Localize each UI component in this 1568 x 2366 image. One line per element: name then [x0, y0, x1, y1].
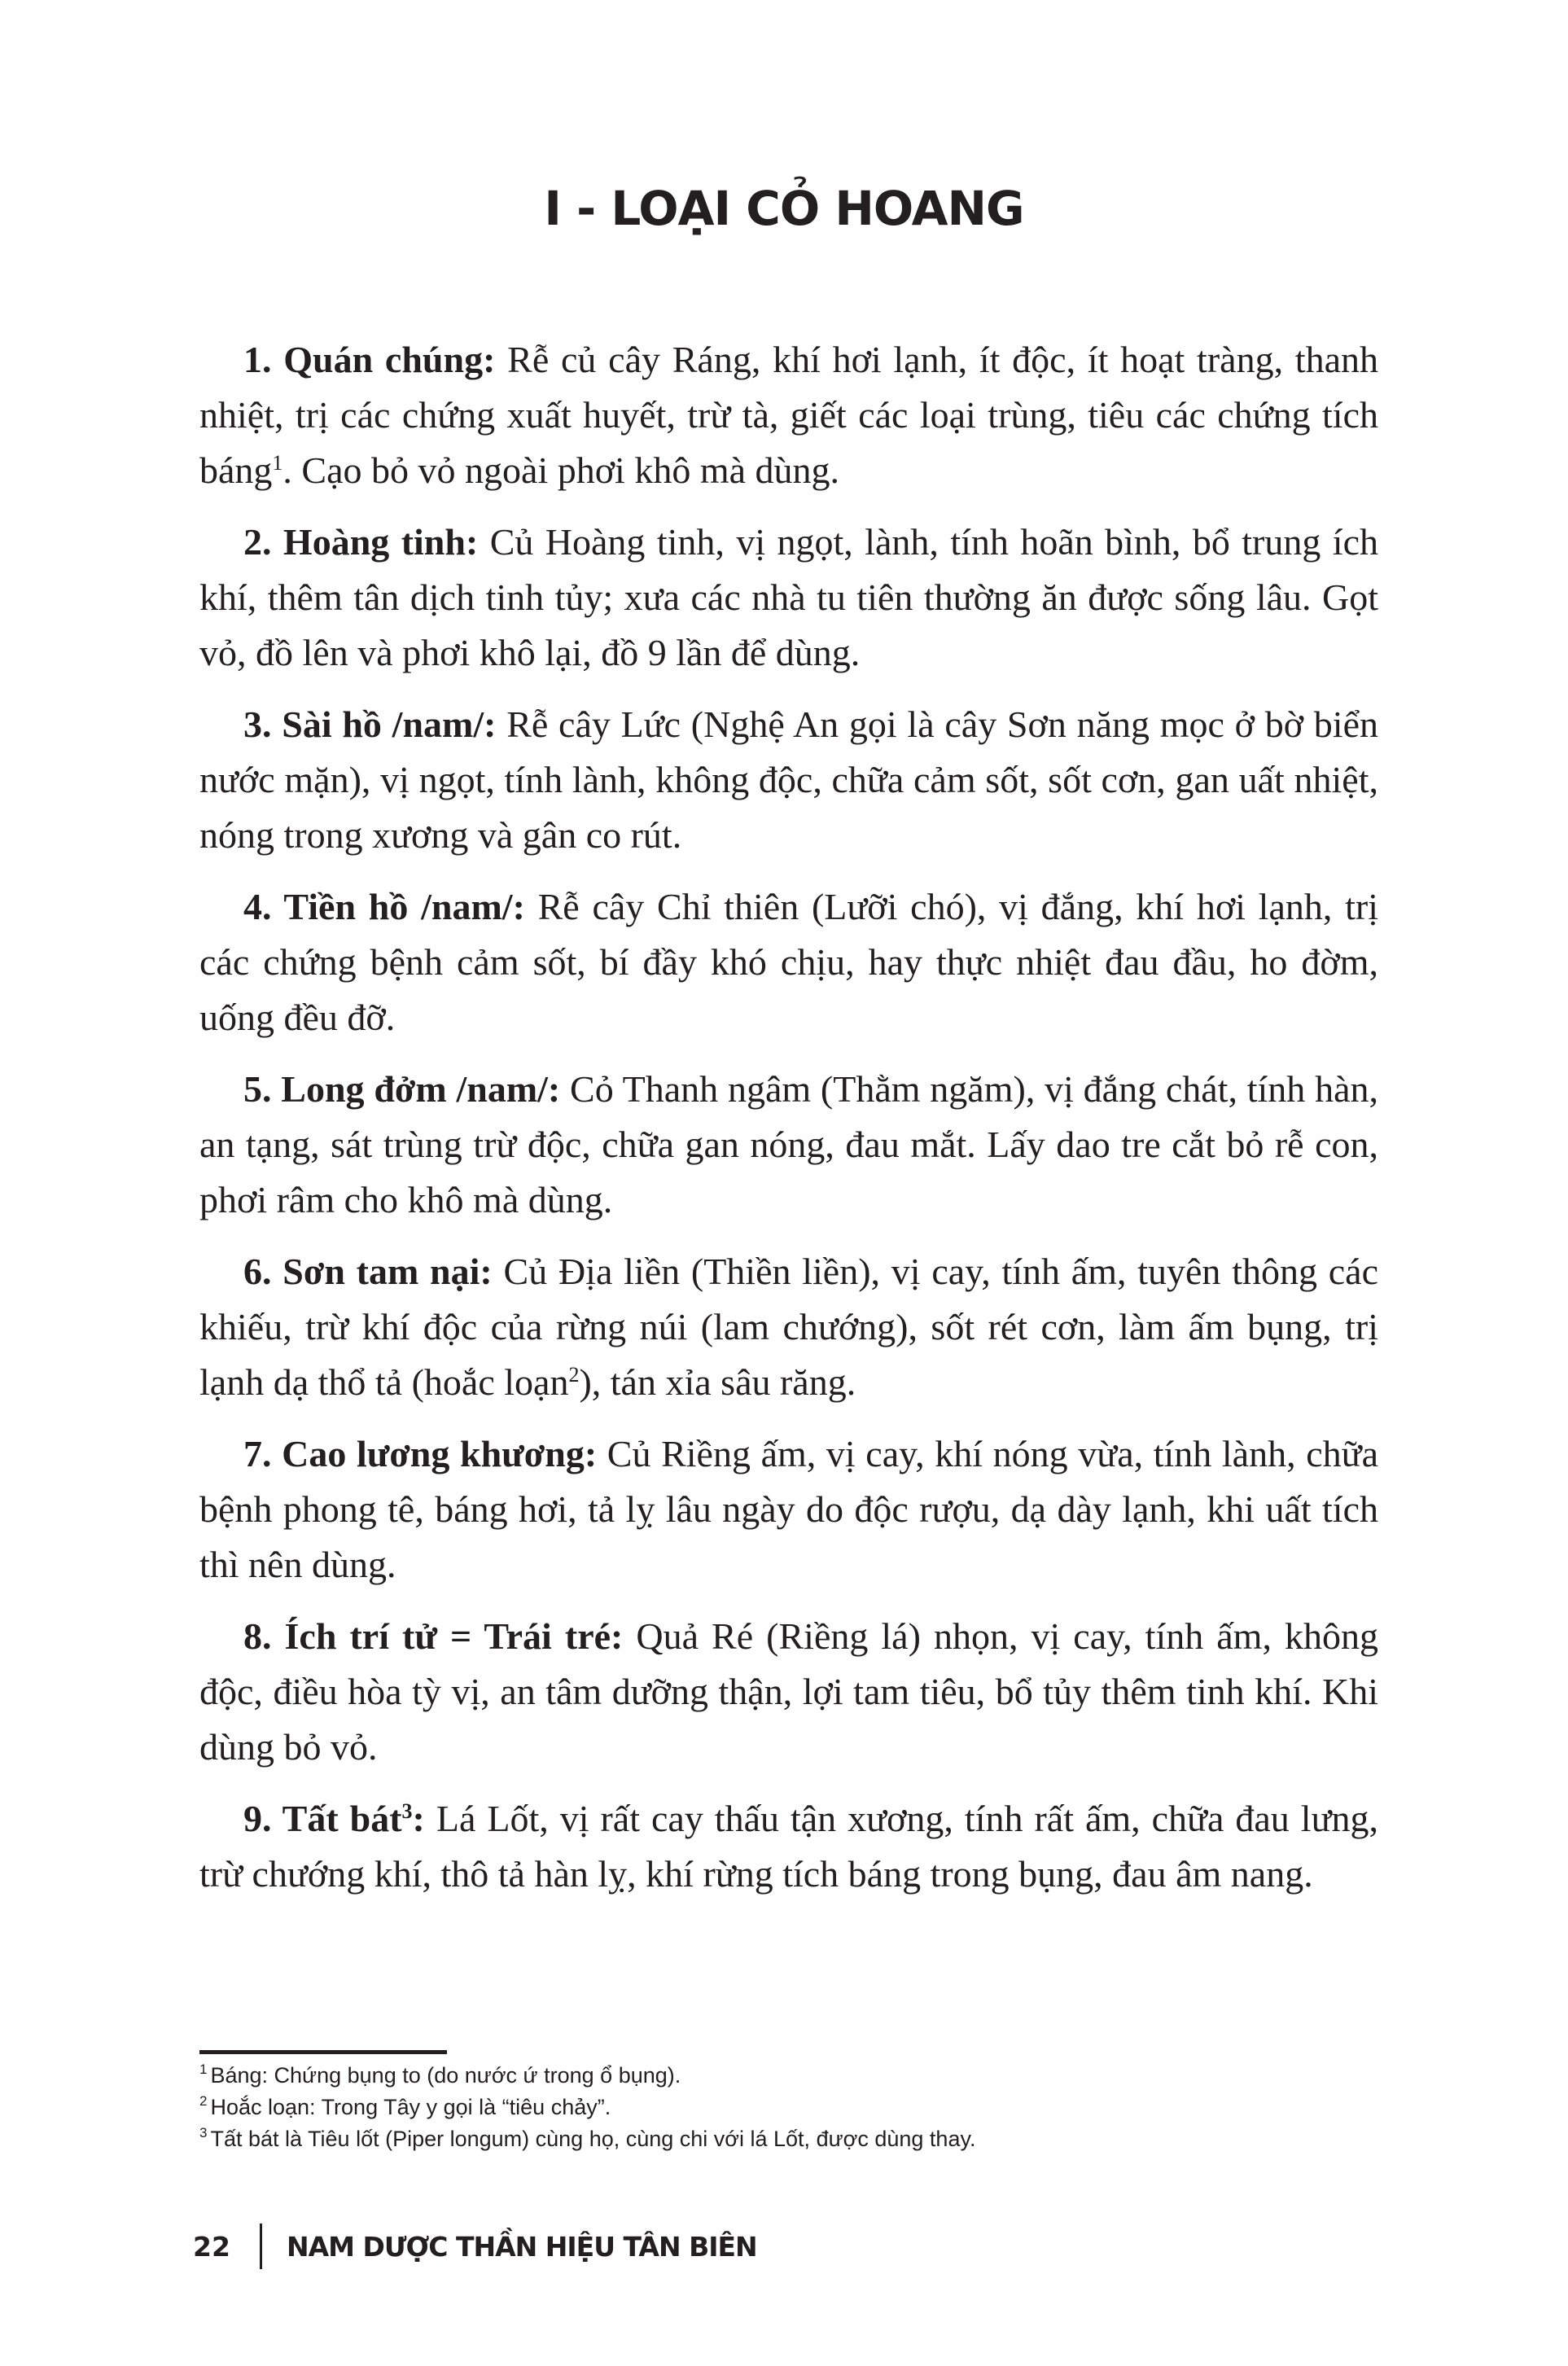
entry-tat-bat — [199, 1791, 1378, 1902]
entry-text: Rễ củ cây Ráng, khí hơi lạnh, ít độc, ít hoạt tràng, thanh nhiệt, trị các chứng xuất huyết, trừ tà, giết các loại trùng, tiêu các chứng tích báng — [199, 339, 1379, 491]
footer-divider — [260, 2224, 262, 2269]
entry-tien-ho — [199, 879, 1378, 1045]
entry-term-colon: : — [412, 1798, 425, 1839]
footnote-ref[interactable]: 2 — [568, 1363, 580, 1387]
section-title: I - LOẠI CỎ HOANG — [544, 181, 1024, 236]
footnotes — [199, 2060, 1378, 2155]
footnote-number: 2 — [199, 2093, 208, 2109]
entry-term: 8. Ích trí tử = Trái tré: — [243, 1615, 624, 1657]
footnote-text: Tất bát là Tiêu lốt (Piper longum) cùng họ, cùng chi với lá Lốt, được dùng thay. — [210, 2127, 976, 2151]
footnote-divider — [199, 2050, 447, 2054]
page-footer — [193, 2223, 757, 2270]
book-title: NAM DƯỢC THẦN HIỆU TÂN BIÊN — [287, 2230, 757, 2263]
footnote-ref[interactable]: 1 — [272, 451, 283, 475]
entry-text: Củ Hoàng tinh, vị ngọt, lành, tính hoãn bình, bổ trung ích khí, thêm tân dịch tinh tủy; xưa các nhà tu tiên thường ăn được sống lâu. Gọt vỏ, đồ lên và phơi khô lại, đồ 9 lần để dùng. — [199, 521, 1378, 673]
entry-text: ), tán xỉa sâu răng. — [579, 1361, 856, 1403]
footnote-text: Hoắc loạn: Trong Tây y gọi là “tiêu chảy”. — [210, 2095, 611, 2119]
entry-son-tam-nai — [199, 1244, 1378, 1410]
entry-sai-ho — [199, 697, 1378, 863]
entry-ich-tri-tu — [199, 1609, 1378, 1775]
entry-text: Cỏ Thanh ngâm (Thằm ngăm), vị đắng chát, tính hàn, an tạng, sát trùng trừ độc, chữa gan nóng, đau mắt. Lấy dao tre cắt bỏ rễ con, phơi râm cho khô mà dùng. — [199, 1068, 1378, 1220]
entry-text: Quả Ré (Riềng lá) nhọn, vị cay, tính ấm, không độc, điều hòa tỳ vị, an tâm dưỡng thận, lợi tam tiêu, bổ tủy thêm tinh khí. Khi dùng bỏ vỏ. — [199, 1615, 1378, 1768]
entry-term: 7. Cao lương khương: — [243, 1433, 598, 1474]
entry-text: Rễ cây Chỉ thiên (Lưỡi chó), vị đắng, khí hơi lạnh, trị các chứng bệnh cảm sốt, bí đầy khó chịu, hay thực nhiệt đau đầu, ho đờm, uống đều đỡ. — [199, 886, 1378, 1038]
entry-term: 2. Hoàng tinh: — [243, 521, 479, 563]
footnote-text: Báng: Chứng bụng to (do nước ứ trong ổ bụng). — [210, 2063, 681, 2088]
entry-long-dom — [199, 1062, 1378, 1228]
footnote-ref[interactable]: 3 — [401, 1799, 413, 1823]
footnote-number: 3 — [199, 2125, 208, 2140]
footnote-number: 1 — [199, 2061, 208, 2077]
footnote-2 — [199, 2092, 1378, 2123]
entry-text: Củ Riềng ấm, vị cay, khí nóng vừa, tính lành, chữa bệnh phong tê, báng hơi, tả lỵ lâu ngày do độc rượu, dạ dày lạnh, khi uất tích thì nên dùng. — [199, 1433, 1378, 1585]
entry-term: 5. Long đởm /nam/: — [243, 1068, 561, 1110]
entry-quan-chung — [199, 332, 1378, 498]
entry-text: Lá Lốt, vị rất cay thấu tận xương, tính rất ấm, chữa đau lưng, trừ chướng khí, thô tả hàn lỵ, khí rừng tích báng trong bụng, đau âm nang. — [199, 1798, 1378, 1895]
entry-text: Củ Địa liền (Thiền liền), vị cay, tính ấm, tuyên thông các khiếu, trừ khí độc của rừng núi (lam chướng), sốt rét cơn, làm ấm bụng, trị lạnh dạ thổ tả (hoắc loạn — [199, 1251, 1378, 1403]
entry-cao-luong-khuong — [199, 1426, 1378, 1593]
entry-text: Rễ cây Lức (Nghệ An gọi là cây Sơn năng mọc ở bờ biển nước mặn), vị ngọt, tính lành, không độc, chữa cảm sốt, sốt cơn, gan uất nhiệt, nóng trong xương và gân co rút. — [199, 703, 1378, 856]
entry-term: 3. Sài hồ /nam/: — [243, 703, 497, 745]
entry-term: 4. Tiền hồ /nam/: — [243, 886, 525, 927]
entry-text: . Cạo bỏ vỏ ngoài phơi khô mà dùng. — [283, 449, 840, 491]
footnote-3 — [199, 2123, 1378, 2155]
entry-hoang-tinh — [199, 515, 1378, 681]
page-number: 22 — [193, 2230, 230, 2263]
entry-term: 6. Sơn tam nại: — [243, 1251, 493, 1292]
footnote-1 — [199, 2060, 1378, 2092]
entry-term: 1. Quán chúng: — [243, 339, 496, 380]
body-text — [199, 332, 1378, 1918]
entry-term: 9. Tất bát — [243, 1798, 402, 1839]
